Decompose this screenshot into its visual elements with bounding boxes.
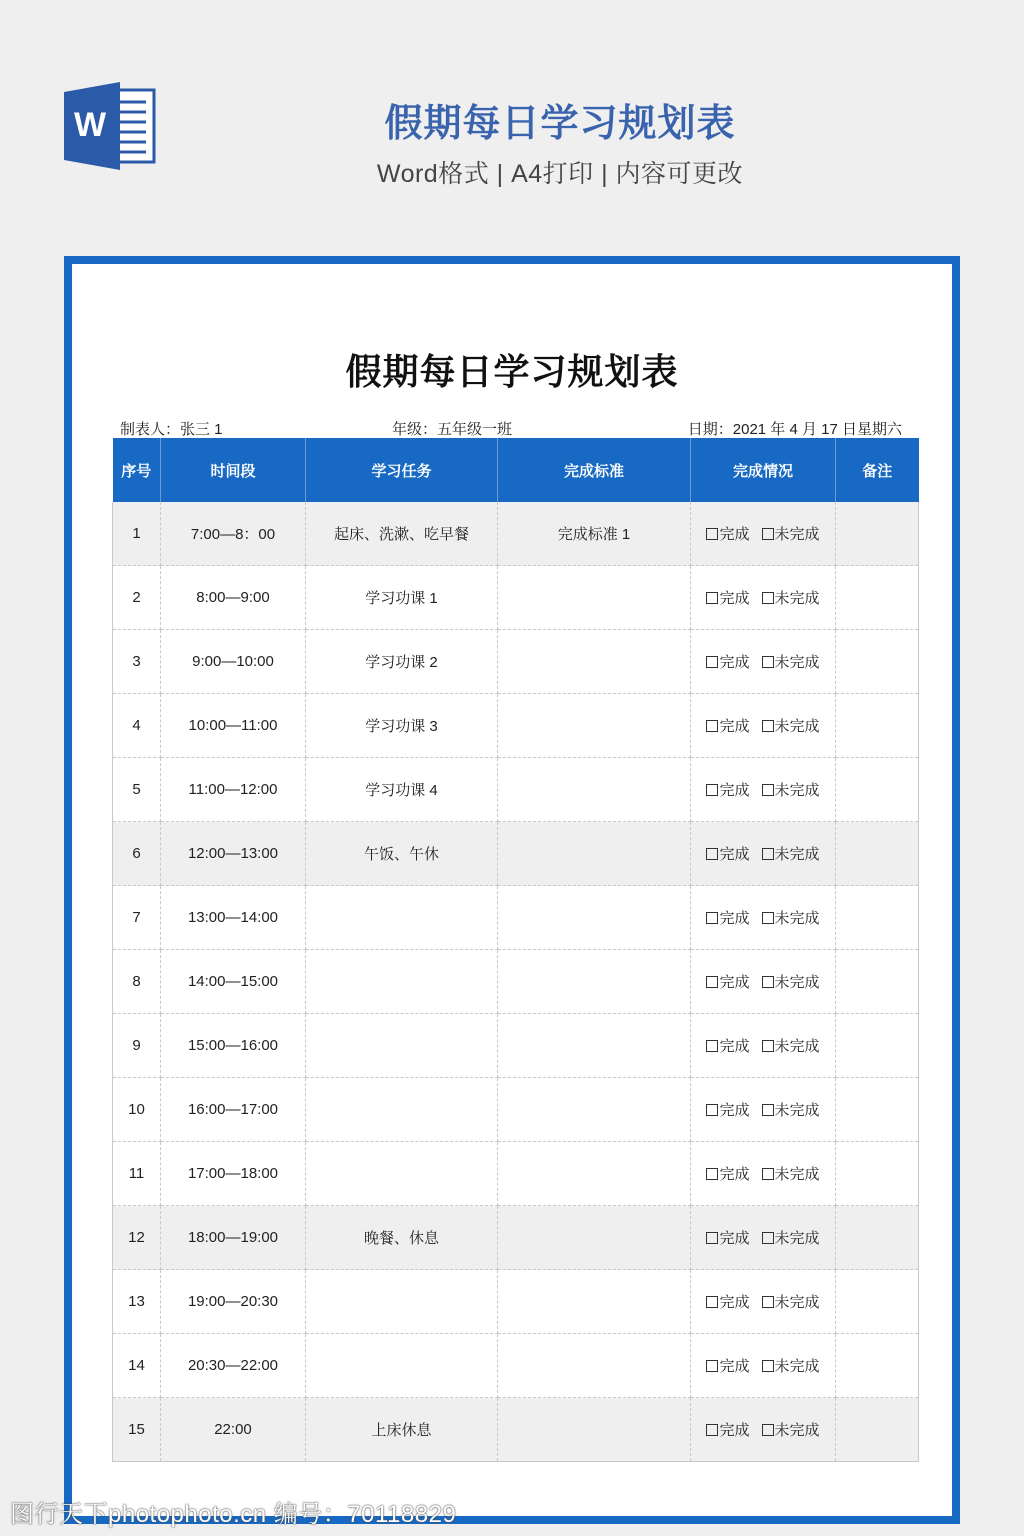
checkbox-label: 完成 [719,846,750,863]
table-row [113,694,919,758]
cell-time: 11:00—12:00 [161,758,306,822]
cell-time: 7:00—8：00 [161,502,306,566]
cell-task: 晚餐、休息 [306,1206,498,1270]
document-title: 假期每日学习规划表 [345,351,679,392]
date-label: 日期：2021 年 4 月 17 日星期六 [687,421,902,438]
cell-standard [498,758,691,822]
checkbox-square-icon [762,912,774,924]
table-row [113,1078,919,1142]
checkbox-label: 完成 [719,1102,750,1119]
checkbox-square-icon [706,1040,718,1052]
checkbox-label: 完成 [719,654,750,671]
done-checkbox[interactable] [706,1419,749,1440]
checkbox-square-icon [706,656,718,668]
cell-note [836,1270,919,1334]
checkbox-label: 未完成 [774,782,820,799]
cell-note [836,1142,919,1206]
checkbox-label: 未完成 [774,526,820,543]
cell-status [691,886,836,950]
cell-task [306,950,498,1014]
cell-note [836,758,919,822]
cell-status [691,1014,836,1078]
not-done-checkbox[interactable] [762,587,820,608]
checkbox-square-icon [706,784,718,796]
checkbox-square-icon [706,1296,718,1308]
cell-note [836,1014,919,1078]
checkbox-square-icon [762,1040,774,1052]
not-done-checkbox[interactable] [762,843,820,864]
cell-no: 3 [113,630,161,694]
cell-time: 20:30—22:00 [161,1334,306,1398]
checkbox-label: 未完成 [774,1102,820,1119]
table-row [113,1270,919,1334]
not-done-checkbox[interactable] [762,523,820,544]
cell-task [306,1014,498,1078]
checkbox-label: 完成 [719,526,750,543]
checkbox-square-icon [762,1104,774,1116]
cell-status [691,694,836,758]
cell-no: 1 [113,502,161,566]
header-time: 时间段 [161,438,306,502]
done-checkbox[interactable] [706,587,749,608]
table-row [113,630,919,694]
table-row [113,1142,919,1206]
checkbox-square-icon [706,976,718,988]
maker-label: 制表人：张三 1 [120,421,223,438]
checkbox-square-icon [762,1424,774,1436]
cell-time: 12:00—13:00 [161,822,306,886]
not-done-checkbox[interactable] [762,779,820,800]
cell-status [691,502,836,566]
checkbox-square-icon [762,976,774,988]
checkbox-label: 完成 [719,1422,750,1439]
cell-note [836,1398,919,1462]
header-task: 学习任务 [306,438,498,502]
cell-no: 9 [113,1014,161,1078]
table-row [113,950,919,1014]
cell-time: 8:00—9:00 [161,566,306,630]
cell-status [691,758,836,822]
table-row [113,1014,919,1078]
checkbox-square-icon [706,1360,718,1372]
header-status: 完成情况 [691,438,836,502]
header-note: 备注 [836,438,919,502]
header-no: 序号 [113,438,161,502]
cell-standard [498,1398,691,1462]
checkbox-label: 完成 [719,718,750,735]
cell-task: 午饭、午休 [306,822,498,886]
cell-note [836,502,919,566]
cell-no: 12 [113,1206,161,1270]
not-done-checkbox[interactable] [762,1163,820,1184]
checkbox-label: 完成 [719,590,750,607]
svg-text:W: W [73,106,107,144]
cell-note [836,886,919,950]
table-header-row [113,438,919,502]
table-row [113,822,919,886]
not-done-checkbox[interactable] [762,1355,820,1376]
checkbox-label: 完成 [719,782,750,799]
checkbox-square-icon [706,720,718,732]
table-row [113,1206,919,1270]
cell-status [691,1078,836,1142]
not-done-checkbox[interactable] [762,1291,820,1312]
cell-time: 16:00—17:00 [161,1078,306,1142]
cell-task [306,1078,498,1142]
checkbox-label: 未完成 [774,1294,820,1311]
cell-standard [498,566,691,630]
checkbox-square-icon [706,848,718,860]
table-row [113,1334,919,1398]
done-checkbox[interactable] [706,843,749,864]
not-done-checkbox[interactable] [762,907,820,928]
not-done-checkbox[interactable] [762,1227,820,1248]
cell-time: 22:00 [161,1398,306,1462]
checkbox-square-icon [762,1168,774,1180]
checkbox-label: 完成 [719,1166,750,1183]
cell-standard: 完成标准 1 [498,502,691,566]
done-checkbox[interactable] [706,1035,749,1056]
cell-no: 10 [113,1078,161,1142]
checkbox-label: 未完成 [774,910,820,927]
checkbox-label: 完成 [719,1038,750,1055]
cell-standard [498,886,691,950]
cell-time: 10:00—11:00 [161,694,306,758]
not-done-checkbox[interactable] [762,715,820,736]
done-checkbox[interactable] [706,907,749,928]
cell-status [691,1334,836,1398]
cell-status [691,822,836,886]
done-checkbox[interactable] [706,523,749,544]
checkbox-label: 未完成 [774,590,820,607]
not-done-checkbox[interactable] [762,971,820,992]
cell-no: 5 [113,758,161,822]
checkbox-square-icon [706,1232,718,1244]
checkbox-square-icon [762,656,774,668]
done-checkbox[interactable] [706,715,749,736]
cell-note [836,1206,919,1270]
cell-task [306,1334,498,1398]
cell-standard [498,1270,691,1334]
checkbox-label: 完成 [719,1230,750,1247]
cell-time: 14:00—15:00 [161,950,306,1014]
cell-task: 上床休息 [306,1398,498,1462]
cell-no: 15 [113,1398,161,1462]
cell-standard [498,630,691,694]
cell-no: 7 [113,886,161,950]
cell-task [306,1142,498,1206]
cell-note [836,1334,919,1398]
cell-status [691,950,836,1014]
cell-task: 学习功课 2 [306,630,498,694]
cell-no: 14 [113,1334,161,1398]
cell-time: 13:00—14:00 [161,886,306,950]
cell-standard [498,1334,691,1398]
cell-time: 18:00—19:00 [161,1206,306,1270]
document-sheet [64,256,960,1524]
cell-note [836,566,919,630]
cell-standard [498,822,691,886]
cell-time: 15:00—16:00 [161,1014,306,1078]
checkbox-square-icon [762,784,774,796]
done-checkbox[interactable] [706,971,749,992]
cell-task: 学习功课 3 [306,694,498,758]
word-logo-icon [64,82,156,170]
not-done-checkbox[interactable] [762,1419,820,1440]
checkbox-square-icon [706,592,718,604]
cell-time: 17:00—18:00 [161,1142,306,1206]
checkbox-square-icon [706,1424,718,1436]
checkbox-label: 未完成 [774,974,820,991]
not-done-checkbox[interactable] [762,1099,820,1120]
checkbox-label: 完成 [719,974,750,991]
checkbox-square-icon [762,592,774,604]
not-done-checkbox[interactable] [762,1035,820,1056]
checkbox-square-icon [706,912,718,924]
cell-task [306,1270,498,1334]
done-checkbox[interactable] [706,651,749,672]
checkbox-square-icon [762,1360,774,1372]
done-checkbox[interactable] [706,1163,749,1184]
cell-standard [498,1014,691,1078]
checkbox-square-icon [762,848,774,860]
checkbox-square-icon [706,1168,718,1180]
cell-standard [498,694,691,758]
checkbox-square-icon [706,528,718,540]
cell-note [836,694,919,758]
checkbox-label: 未完成 [774,1358,820,1375]
banner-subtitle: Word格式 | A4打印 | 内容可更改 [376,160,744,188]
cell-status [691,1398,836,1462]
cell-task: 起床、洗漱、吃早餐 [306,502,498,566]
cell-note [836,822,919,886]
done-checkbox[interactable] [706,1227,749,1248]
checkbox-label: 未完成 [774,654,820,671]
done-checkbox[interactable] [706,779,749,800]
checkbox-label: 完成 [719,1358,750,1375]
checkbox-label: 完成 [719,1294,750,1311]
header-standard: 完成标准 [498,438,691,502]
not-done-checkbox[interactable] [762,651,820,672]
cell-status [691,1270,836,1334]
cell-standard [498,950,691,1014]
table-row [113,758,919,822]
banner-title: 假期每日学习规划表 [384,103,736,145]
cell-note [836,1078,919,1142]
cell-note [836,950,919,1014]
checkbox-square-icon [762,720,774,732]
cell-time: 9:00—10:00 [161,630,306,694]
cell-standard [498,1142,691,1206]
watermark: 图行天下photophoto.cn 编号：70118829 [10,1501,457,1528]
table-row [113,502,919,566]
checkbox-label: 完成 [719,910,750,927]
checkbox-label: 未完成 [774,846,820,863]
checkbox-square-icon [762,1232,774,1244]
cell-no: 4 [113,694,161,758]
cell-status [691,566,836,630]
cell-note [836,630,919,694]
cell-status [691,630,836,694]
done-checkbox[interactable] [706,1099,749,1120]
cell-standard [498,1206,691,1270]
cell-status [691,1206,836,1270]
done-checkbox[interactable] [706,1355,749,1376]
cell-no: 13 [113,1270,161,1334]
table-row [113,566,919,630]
checkbox-label: 未完成 [774,1038,820,1055]
cell-no: 11 [113,1142,161,1206]
checkbox-square-icon [706,1104,718,1116]
checkbox-square-icon [762,528,774,540]
checkbox-label: 未完成 [774,1422,820,1439]
cell-task: 学习功课 4 [306,758,498,822]
table-row [113,886,919,950]
cell-time: 19:00—20:30 [161,1270,306,1334]
cell-no: 2 [113,566,161,630]
cell-standard [498,1078,691,1142]
schedule-table [112,438,919,1462]
grade-label: 年级：五年级一班 [392,421,513,438]
checkbox-square-icon [762,1296,774,1308]
checkbox-label: 未完成 [774,1166,820,1183]
cell-status [691,1142,836,1206]
table-row [113,1398,919,1462]
done-checkbox[interactable] [706,1291,749,1312]
cell-task [306,886,498,950]
cell-no: 8 [113,950,161,1014]
cell-task: 学习功课 1 [306,566,498,630]
checkbox-label: 未完成 [774,1230,820,1247]
checkbox-label: 未完成 [774,718,820,735]
cell-no: 6 [113,822,161,886]
